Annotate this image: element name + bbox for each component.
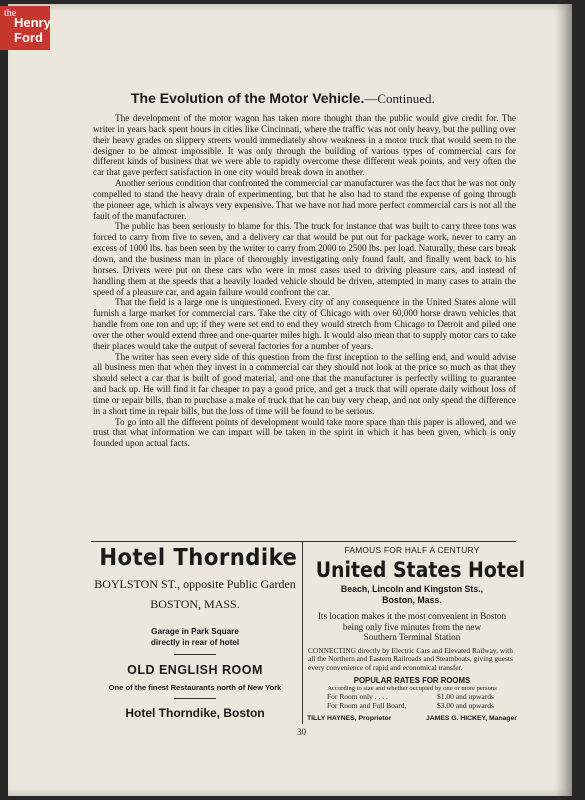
us-hotel-rate-row xyxy=(305,692,519,701)
us-hotel-location-line-3: Southern Terminal Station xyxy=(363,632,461,642)
us-hotel-location-line-2: being only five minutes from the new xyxy=(342,621,482,632)
hotel-thorndike-signature: Hotel Thorndike, Boston xyxy=(125,706,265,720)
article-title-text: The Evolution of the Motor Vehicle. xyxy=(131,90,365,106)
article-paragraph: To go into all the different points of development would take more space than this paper is allowed, and we trust that what information we can impart will be taken in the spirit in which it has been given, which is only founded upon actual facts. xyxy=(93,416,516,449)
rate-amount: $3.00 and upwards xyxy=(437,701,494,711)
article-title-continued: —Continued. xyxy=(364,91,435,106)
logo-line-the: the xyxy=(4,8,17,19)
garage-line-1: Garage in Park Square xyxy=(151,627,239,636)
ads-top-divider xyxy=(91,541,516,542)
us-hotel-footer xyxy=(305,715,519,722)
article-paragraph: Another serious condition that confronted the commercial car manufacturer was the fact that he was not only compelled to stand the heavy drain of experimenting, but that he also had to stand the expense of going through the pioneer age, which is always very expensive. That we have not had more perfect commercial cars is not all the fault of the manufacturer. xyxy=(93,178,516,221)
logo-line-henry: Henry xyxy=(14,15,51,30)
article-paragraph: That the field is a large one is unquestioned. Every city of any consequence in the United States alone will furnish a large market for commercial cars. Take the city of Chicago with over 60,000 horse drawn vehicles that handle from one ton and up; if they were set end to end they would stretch from Chicago to Detroit and piled one over the other would extend three and one-quarter miles high. It would also mean that to supply motor cars to take their places would take the output of several factories for a number of years. xyxy=(93,297,516,351)
us-hotel-address-line-1: Beach, Lincoln and Kingston Sts., xyxy=(340,584,484,594)
hotel-thorndike-city: BOSTON, MASS. xyxy=(150,597,240,611)
rate-label: For Room and Full Board, xyxy=(327,701,407,711)
henry-ford-logo xyxy=(0,6,50,50)
rate-amount: $1.00 and upwards xyxy=(437,692,494,702)
short-divider xyxy=(174,698,216,699)
us-hotel-proprietor: TILLY HAYNES, Proprietor xyxy=(307,715,392,723)
us-hotel-connecting: CONNECTING directly by Electric Cars and Elevated Railway, with all the Northern and Eastern Railroads and Steamboats, giving guests every convenience of rapid and economical transfer. xyxy=(308,645,513,672)
restaurant-claim: One of the finest Restaurants north of New York xyxy=(108,683,282,692)
page-number: 30 xyxy=(297,727,306,737)
page-gutter-shadow xyxy=(554,4,572,796)
hotel-thorndike-garage xyxy=(91,626,299,648)
hotel-thorndike-name: Hotel Thorndike xyxy=(99,545,298,571)
article-title xyxy=(131,90,471,108)
article-paragraph: The public has been seriously to blame for this. The truck for instance that was built to carry three tons was forced to carry from five to seven, and a delivery car that would be put out for package work, never to carry an excess of 1000 lbs. has been seen by the writer to carry from 2000 to 2500 lbs. per load. Naturally, these cars break down, and the business man in place of thoroughly investigating only found fault, and finally went back to his horses. Drivers were put on these cars who were in most cases used to driving pleasure cars, and instead of handling them at the speeds that a heavily loaded vehicle should be driven, attempted in many cases to attain the speed of a pleasure car, and again failure would confront the car. xyxy=(93,221,516,297)
article-paragraph: The development of the motor wagon has taken more thought than the public would give credit for. The writer in years back spent hours in cities like Cincinnati, where the traffic was not only heavy, but the pulling over their heavy grades on slippery streets would immediately show weakness in a motor truck that would seem to the designer to be almost impossible. It was only through the building of various types of commercial cars for different kinds of business that we were able to rapidly overcome these different weak points, and very often the car that gave perfect satisfaction in one city would break down in another. xyxy=(93,113,516,178)
rate-label: For Room only . . . . xyxy=(327,692,388,702)
us-hotel-rate-row xyxy=(305,701,519,710)
old-english-room: OLD ENGLISH ROOM xyxy=(127,663,263,677)
hotel-thorndike-address: BOYLSTON ST., opposite Public Garden xyxy=(94,577,296,591)
logo-line-ford: Ford xyxy=(14,30,43,45)
hotel-thorndike-ad xyxy=(91,545,299,720)
us-hotel-name: United States Hotel xyxy=(315,558,526,582)
article-body xyxy=(93,113,516,449)
us-hotel-address-line-2: Boston, Mass. xyxy=(382,595,442,605)
article-paragraph: The writer has seen every side of this question from the first inception to the selling end, and would advise all business men that when they invest in a commercial car they should not look at the price so much as that they should select a car that is built of good material, and one that the manufacturer is perfectly willing to guarantee and back up. He will find it far cheaper to pay a good price, and get a truck that will operate daily without loss of time or repair bills, than to purchase a make of truck that he can buy very cheap, and not only spend the difference in a short time in repair bills, but the loss of time will be found to be serious. xyxy=(93,351,516,416)
us-hotel-rates-note: According to size and whether occupied by one or more persons xyxy=(327,685,497,693)
us-hotel-tagline: FAMOUS FOR HALF A CENTURY xyxy=(344,545,480,555)
garage-line-2: directly in rear of hotel xyxy=(150,638,240,647)
united-states-hotel-ad xyxy=(305,545,526,723)
us-hotel-location-line-1: Its location makes it the most convenient in Boston xyxy=(317,611,507,621)
ads-column-divider xyxy=(302,541,303,724)
us-hotel-location xyxy=(305,611,519,643)
short-divider xyxy=(174,654,216,655)
us-hotel-manager: JAMES G. HICKEY, Manager xyxy=(425,715,517,723)
us-hotel-rates-title: POPULAR RATES FOR ROOMS xyxy=(353,676,471,686)
us-hotel-address xyxy=(305,584,519,606)
